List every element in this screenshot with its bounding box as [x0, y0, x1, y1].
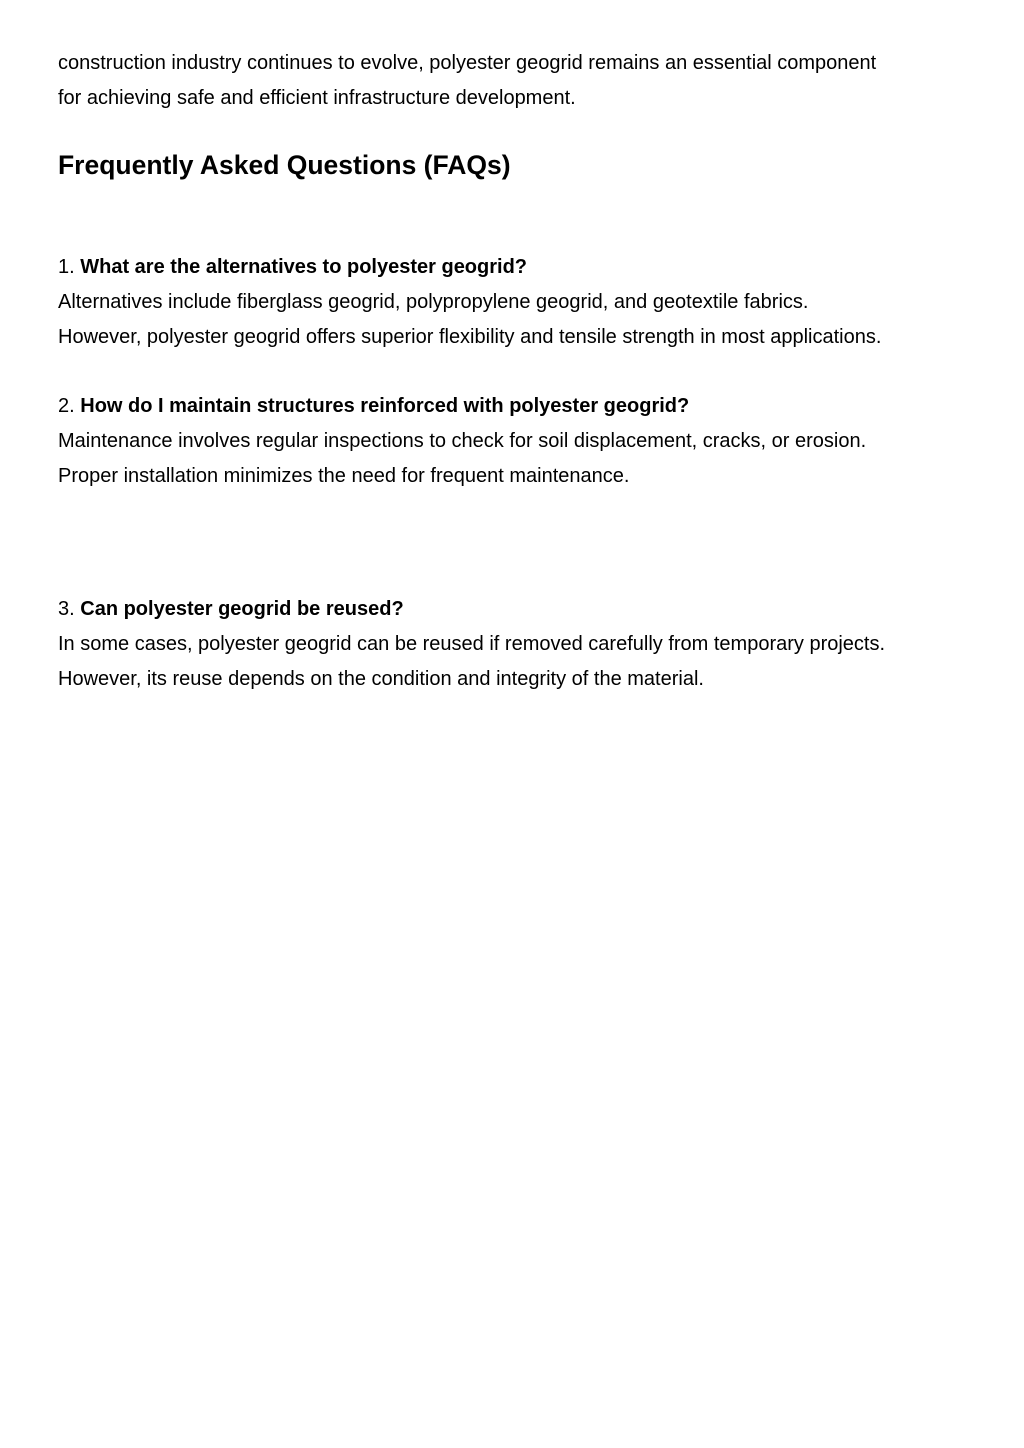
document-page [58, 0, 968, 697]
faq-answer-3-line-1: In some cases, polyester geogrid can be reused if removed carefully from temporary projects. [58, 633, 886, 655]
faq-number-2: 2. [58, 395, 75, 417]
faq-question-text-1: What are the alternatives to polyester geogrid? [80, 256, 528, 278]
faq-answer-2-line-2: Proper installation minimizes the need for frequent maintenance. [58, 465, 630, 487]
faq-number-1: 1. [58, 256, 75, 278]
faq-answer-3-line-2: However, its reuse depends on the condition and integrity of the material. [58, 668, 704, 690]
faq-item-2 [58, 389, 968, 494]
intro-line-1: construction industry continues to evolve, polyester geogrid remains an essential component [58, 52, 877, 74]
faq-question-text-3: Can polyester geogrid be reused? [80, 598, 404, 620]
faq-question-text-2: How do I maintain structures reinforced with polyester geogrid? [80, 395, 690, 417]
faq-answer-1-line-2: However, polyester geogrid offers superior flexibility and tensile strength in most applications. [58, 326, 882, 348]
faq-question-2 [58, 389, 968, 424]
faq-number-3: 3. [58, 598, 75, 620]
intro-paragraph [58, 46, 968, 116]
faq-question-3 [58, 592, 968, 627]
faq-heading: Frequently Asked Questions (FAQs) [58, 150, 511, 180]
intro-line-2: for achieving safe and efficient infrastructure development. [58, 87, 576, 109]
faq-answer-1-line-1: Alternatives include fiberglass geogrid, polypropylene geogrid, and geotextile fabrics. [58, 291, 809, 313]
faq-item-1 [58, 250, 968, 355]
faq-item-3 [58, 592, 968, 697]
faq-answer-2-line-1: Maintenance involves regular inspections to check for soil displacement, cracks, or erosion. [58, 430, 867, 452]
faq-question-1 [58, 250, 968, 285]
